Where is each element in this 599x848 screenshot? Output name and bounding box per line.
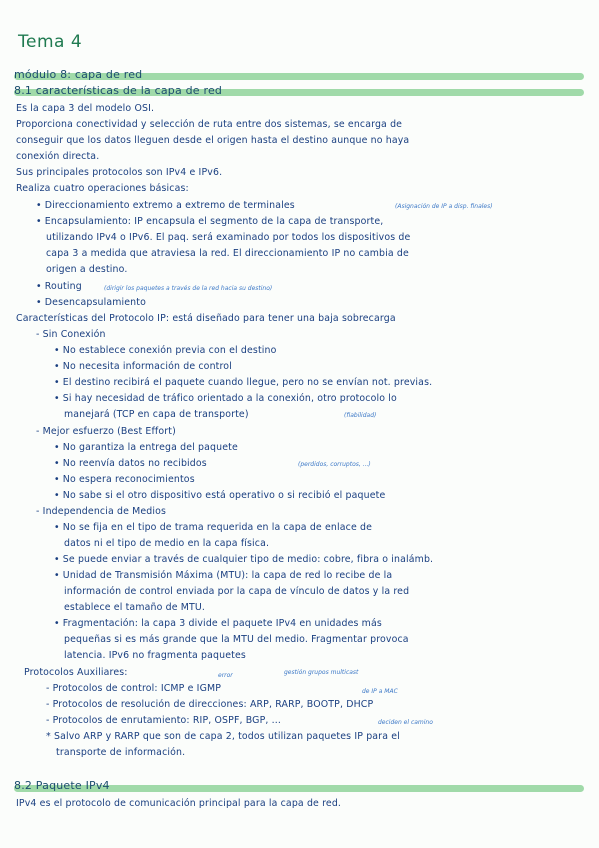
aux-salvo-cont: transporte de información. xyxy=(56,747,186,758)
independencia-item: • No se fija en el tipo de trama requerida en la capa de enlace de xyxy=(54,522,373,533)
independencia-item-cont: pequeñas si es más grande que la MTU del medio. Fragmentar provoca xyxy=(64,634,409,645)
section-heading: 8.1 características de la capa de red xyxy=(14,84,223,97)
independencia-heading: - Independencia de Medios xyxy=(36,506,167,517)
independencia-item-cont: información de control enviada por la capa de vínculo de datos y la red xyxy=(64,586,410,597)
note-mac: de IP a MAC xyxy=(362,688,398,695)
independencia-item: • Fragmentación: la capa 3 divide el paquete IPv4 en unidades más xyxy=(54,618,382,629)
mejor-esfuerzo-item: • No garantiza la entrega del paquete xyxy=(54,442,238,453)
op-encapsulamiento-cont: origen a destino. xyxy=(46,264,128,275)
aux-enrutamiento: - Protocolos de enrutamiento: RIP, OSPF, BGP, ... xyxy=(46,715,282,726)
note-grupos: gestión grupos multicast xyxy=(284,669,359,676)
sin-conexion-note: (fiabilidad) xyxy=(344,412,377,419)
independencia-item-cont: latencia. IPv6 no fragmenta paquetes xyxy=(64,650,246,661)
sin-conexion-item: • El destino recibirá el paquete cuando llegue, pero no se envían not. previas. xyxy=(54,377,433,388)
sin-conexion-item: • No establece conexión previa con el destino xyxy=(54,345,277,356)
independencia-item: • Unidad de Transmisión Máxima (MTU): la capa de red lo recibe de la xyxy=(54,570,393,581)
note-error: error xyxy=(218,672,233,679)
mejor-esfuerzo-item: • No espera reconocimientos xyxy=(54,474,195,485)
op-encapsulamiento-cont: capa 3 a medida que atraviesa la red. El direccionamiento IP no cambia de xyxy=(46,248,409,259)
intro-line: Es la capa 3 del modelo OSI. xyxy=(16,103,155,114)
mejor-esfuerzo-item: • No sabe si el otro dispositivo está operativo o si recibió el paquete xyxy=(54,490,386,501)
sin-conexion-heading: - Sin Conexión xyxy=(36,329,106,340)
sin-conexion-item: • Si hay necesidad de tráfico orientado a la conexión, otro protocolo lo xyxy=(54,393,397,404)
intro-line: Realiza cuatro operaciones básicas: xyxy=(16,183,189,194)
auxiliares-heading: Protocolos Auxiliares: xyxy=(24,667,128,678)
sin-conexion-item: • No necesita información de control xyxy=(54,361,232,372)
aux-control: - Protocolos de control: ICMP e IGMP xyxy=(46,683,222,694)
intro-line: Sus principales protocolos son IPv4 e IPv6. xyxy=(16,167,223,178)
op-encapsulamiento-cont: utilizando IPv4 o IPv6. El paq. será examinado por todos los dispositivos de xyxy=(46,232,411,243)
mejor-esfuerzo-heading: - Mejor esfuerzo (Best Effort) xyxy=(36,426,176,437)
op-direccionamiento-note: (Asignación de IP a disp. finales) xyxy=(395,203,493,210)
op-direccionamiento: • Direccionamiento extremo a extremo de terminales xyxy=(36,200,295,211)
sin-conexion-item-cont: manejará (TCP en capa de transporte) xyxy=(64,409,249,420)
module-heading: módulo 8: capa de red xyxy=(14,68,143,81)
independencia-item-cont: datos ni el tipo de medio en la capa física. xyxy=(64,538,270,549)
ip-characteristics-line: Características del Protocolo IP: está diseñado para tener una baja sobrecarga xyxy=(16,313,396,324)
note-camino: deciden el camino xyxy=(378,719,433,726)
page-title: Tema 4 xyxy=(18,32,83,52)
section2-text: IPv4 es el protocolo de comunicación principal para la capa de red. xyxy=(16,798,342,809)
mejor-esfuerzo-item: • No reenvía datos no recibidos xyxy=(54,458,207,469)
op-desencapsulamiento: • Desencapsulamiento xyxy=(36,297,146,308)
mejor-esfuerzo-note: (perdidos, corruptos, ...) xyxy=(298,461,371,468)
independencia-item: • Se puede enviar a través de cualquier tipo de medio: cobre, fibra o inalámb. xyxy=(54,554,434,565)
independencia-item-cont: establece el tamaño de MTU. xyxy=(64,602,206,613)
op-routing-note: (dirigir los paquetes a través de la red hacia su destino) xyxy=(104,285,273,292)
aux-resolucion: - Protocolos de resolución de direcciones: ARP, RARP, BOOTP, DHCP xyxy=(46,699,374,710)
intro-line: conseguir que los datos lleguen desde el origen hasta el destino aunque no haya xyxy=(16,135,410,146)
op-routing: • Routing xyxy=(36,281,82,292)
aux-salvo: * Salvo ARP y RARP que son de capa 2, todos utilizan paquetes IP para el xyxy=(46,731,400,742)
section2-heading: 8.2 Paquete IPv4 xyxy=(14,779,110,792)
intro-line: Proporciona conectividad y selección de ruta entre dos sistemas, se encarga de xyxy=(16,119,403,130)
op-encapsulamiento: • Encapsulamiento: IP encapsula el segmento de la capa de transporte, xyxy=(36,216,384,227)
intro-line: conexión directa. xyxy=(16,151,100,162)
